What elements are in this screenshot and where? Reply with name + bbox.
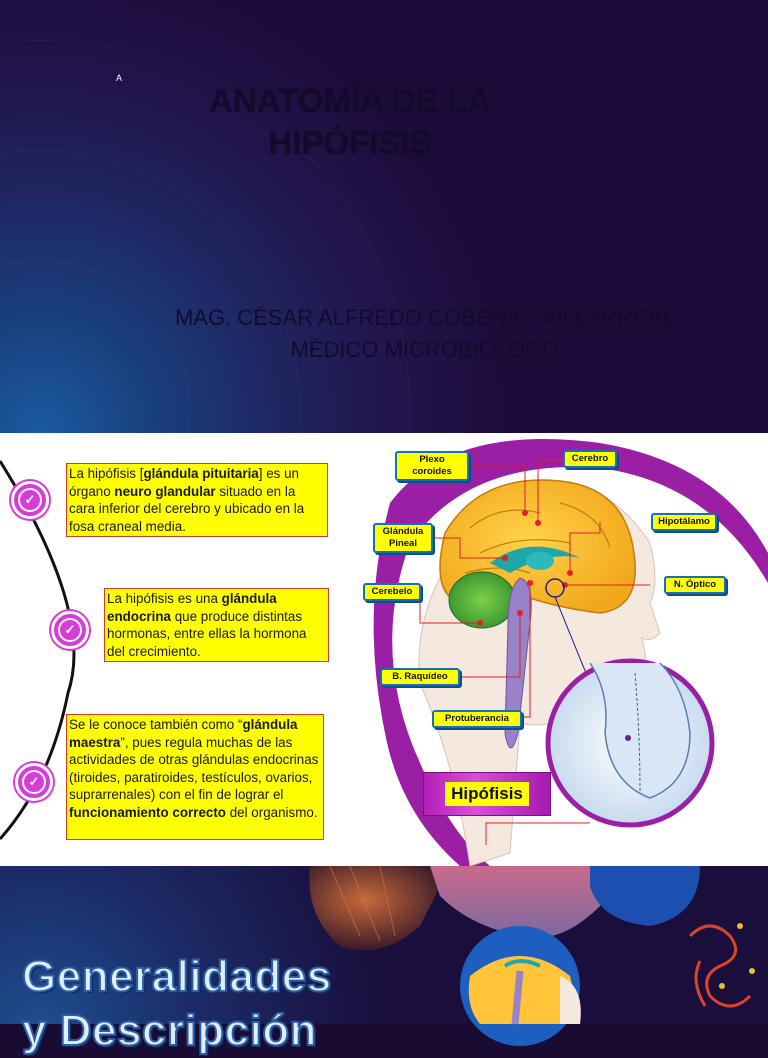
text-segment: ] es un órgano (69, 466, 299, 499)
text-bold: glándula endocrina (107, 591, 277, 624)
text-segment: del organismo. (226, 804, 318, 820)
section-slide (0, 866, 768, 1055)
label-nervio-optico: N. Óptico (664, 576, 726, 594)
info-box-master-gland (66, 714, 324, 840)
check-icon: ✓ (15, 763, 53, 801)
content-slide (0, 433, 768, 866)
title-slide (0, 0, 768, 433)
author-block (100, 302, 750, 366)
title-line-1: ANATOMÍA DE LA (209, 82, 491, 119)
label-bulbo-raquideo: B. Raquídeo (380, 668, 460, 686)
text-bold: funcionamiento correcto (69, 804, 226, 820)
info-box-endocrine (104, 588, 329, 662)
label-hipotalamo: Hipotálamo (651, 513, 717, 531)
check-icon: ✓ (11, 481, 49, 519)
brain-anatomy-illustration (360, 433, 768, 866)
label-hipofisis (423, 772, 551, 816)
text-segment: que produce distintas hormonas, entre ellas la hormona del crecimiento. (107, 608, 307, 659)
label-cerebro: Cerebro (563, 450, 617, 468)
title-line-2: HIPÓFISIS (268, 124, 432, 161)
label-hipofisis-text: Hipófisis (445, 782, 529, 806)
author-name: MAG. CÉSAR ALFREDO COBEÑAS VILLARREAL (174, 305, 676, 330)
section-title (22, 950, 332, 1058)
section-title-line-2: y Descripción (22, 1006, 318, 1055)
section-title-line-1: Generalidades (22, 952, 332, 1001)
check-icon: ✓ (51, 611, 89, 649)
label-cerebelo: Cerebelo (363, 583, 421, 601)
slide-title (150, 80, 550, 164)
text-bold: neuro glandular (114, 483, 216, 499)
text-segment: ”, pues regula muchas de las actividades de otras glándulas endocrinas (tiroides, paratiroides, testículos, ovarios, suprarrenales) con el fin de lograr el (69, 734, 319, 802)
author-role: MÉDICO MICROBIOLOGO (290, 337, 560, 362)
label-protuberancia: Protuberancia (432, 710, 522, 728)
info-box-definition (66, 463, 328, 537)
text-segment: situado en la cara inferior del cerebro y ubicado en la fosa craneal media. (69, 483, 305, 534)
text-bold: glándula pituitaria (143, 466, 259, 481)
label-plexo-coroides: Plexo coroides (395, 451, 469, 481)
text-segment: La hipófisis [ (69, 466, 144, 481)
text-segment: Se le conoce también como “ (69, 717, 243, 732)
label-glandula-pineal: Glándula Pineal (373, 523, 433, 553)
text-bold: glándula maestra (69, 717, 298, 750)
text-segment: La hipófisis es una (107, 591, 222, 606)
slide-marker: A (116, 73, 123, 83)
